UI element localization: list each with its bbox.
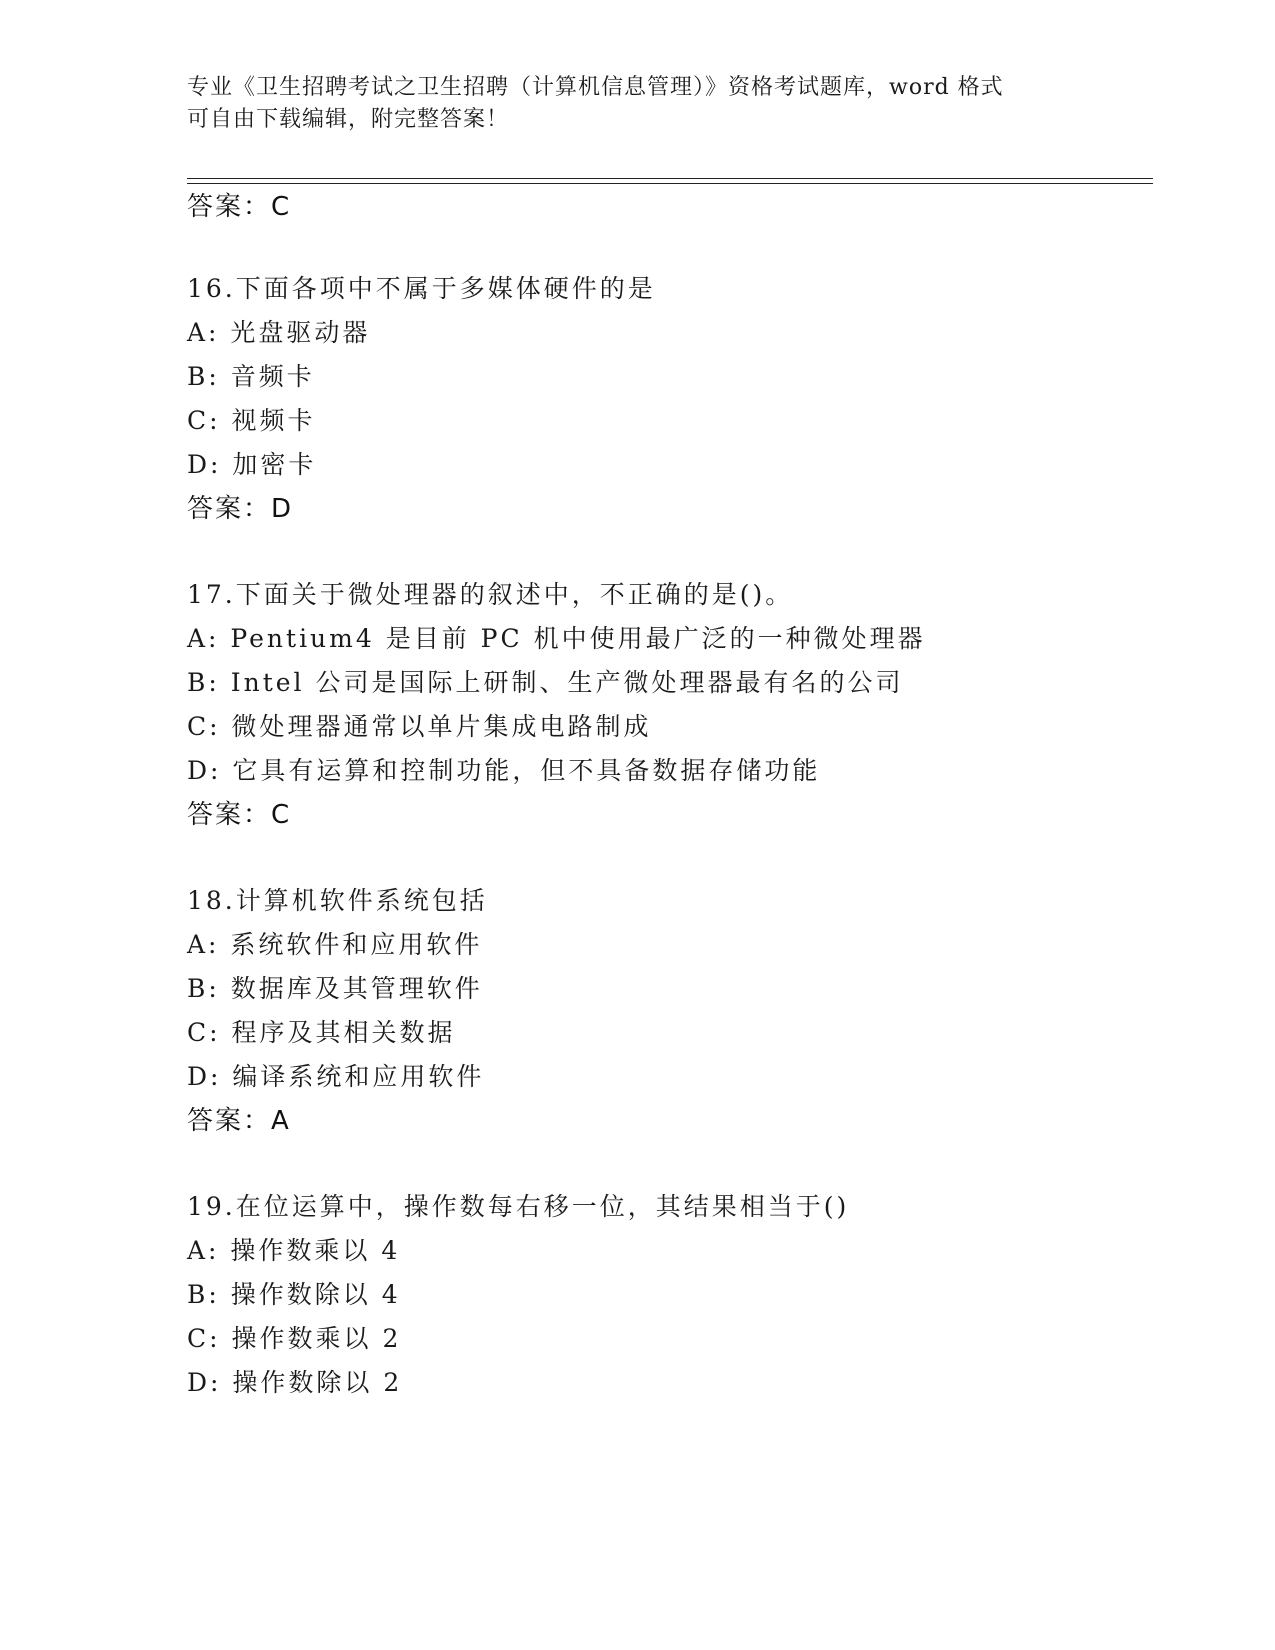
question-17-option-d: D: 它具有运算和控制功能，但不具备数据存储功能 (187, 756, 821, 785)
question-17-option-b: B: Intel 公司是国际上研制、生产微处理器最有名的公司 (187, 668, 904, 697)
question-19-text: 19.在位运算中，操作数每右移一位，其结果相当于() (187, 1192, 850, 1221)
question-18-option-a: A: 系统软件和应用软件 (187, 930, 483, 959)
question-17-text: 17.下面关于微处理器的叙述中，不正确的是()。 (187, 580, 794, 609)
answer-line: 答案：C (187, 192, 292, 222)
question-17-answer: 答案：C (187, 800, 292, 830)
question-16-answer: 答案：D (187, 494, 294, 524)
question-17-option-a: A: Pentium4 是目前 PC 机中使用最广泛的一种微处理器 (187, 624, 926, 653)
question-19-option-d: D: 操作数除以 2 (187, 1368, 403, 1397)
header-line-2: 可自由下载编辑，附完整答案！ (187, 107, 510, 132)
header-divider (187, 178, 1153, 184)
question-16-text: 16.下面各项中不属于多媒体硬件的是 (187, 274, 656, 303)
question-17-option-c: C: 微处理器通常以单片集成电路制成 (187, 712, 652, 741)
question-19-option-a: A: 操作数乘以 4 (187, 1236, 401, 1265)
question-19-option-b: B: 操作数除以 4 (187, 1280, 401, 1309)
question-16-option-c: C: 视频卡 (187, 406, 316, 435)
question-18-text: 18.计算机软件系统包括 (187, 886, 488, 915)
question-16-option-d: D: 加密卡 (187, 450, 317, 479)
question-18-option-c: C: 程序及其相关数据 (187, 1018, 456, 1047)
question-18-option-d: D: 编译系统和应用软件 (187, 1062, 485, 1091)
question-16-option-b: B: 音频卡 (187, 362, 315, 391)
question-19-option-c: C: 操作数乘以 2 (187, 1324, 402, 1353)
question-18-option-b: B: 数据库及其管理软件 (187, 974, 483, 1003)
page-header (187, 72, 1067, 136)
question-18-answer: 答案：A (187, 1106, 291, 1136)
header-line-1: 专业《卫生招聘考试之卫生招聘（计算机信息管理）》资格考试题库，word 格式 (187, 75, 1004, 100)
question-16-option-a: A: 光盘驱动器 (187, 318, 371, 347)
